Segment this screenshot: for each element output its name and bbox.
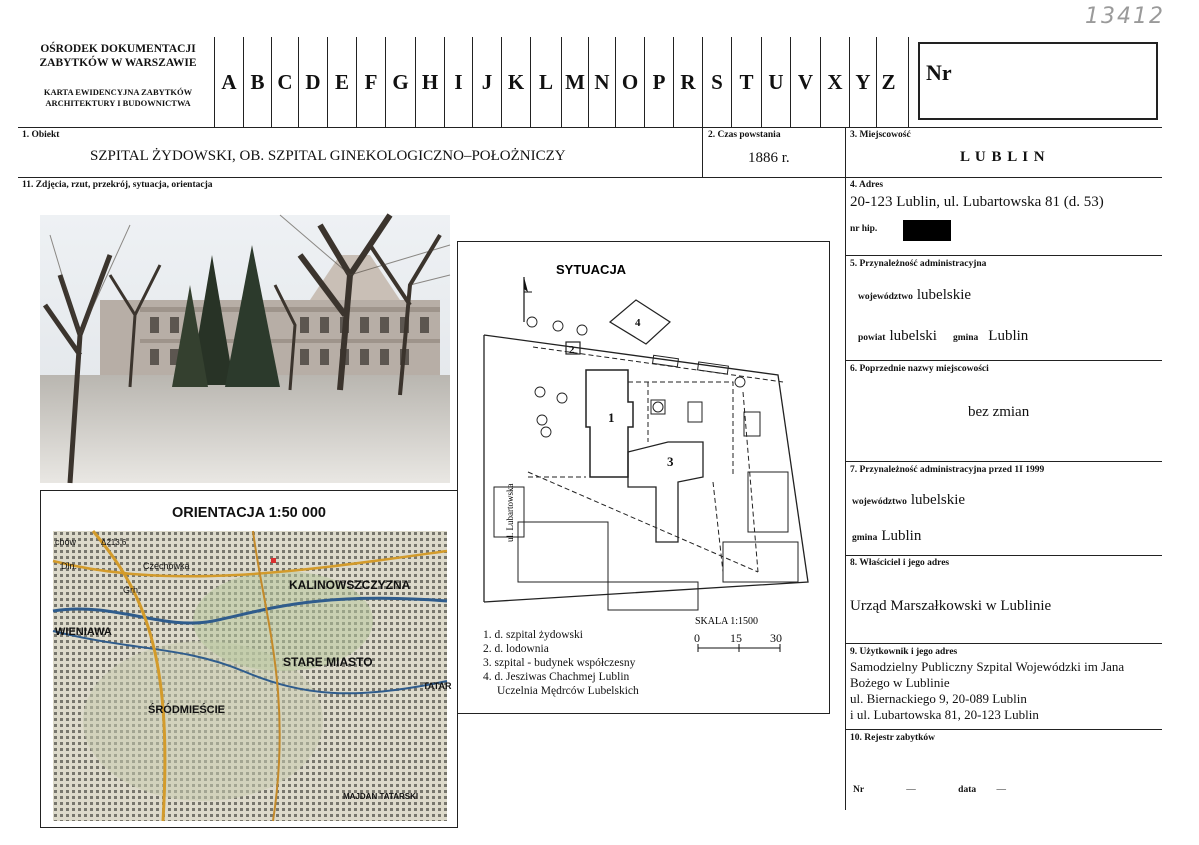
powiat-value: lubelski (889, 328, 937, 344)
scale-tick-15: 15 (730, 631, 742, 645)
category-letter-o: O (615, 37, 644, 127)
rejestr-nr-label: Nr (853, 785, 864, 795)
uzytkownik-value (850, 659, 1124, 723)
category-letter-g: G (385, 37, 415, 127)
uzytkownik-label: 9. Użytkownik i jego adres (850, 647, 958, 657)
building-photo (40, 215, 450, 483)
map-label-stare-miasto: STARE MIASTO (283, 655, 373, 669)
card-type-line-1: KARTA EWIDENCYJNA ZABYTKÓW (43, 87, 193, 97)
category-letter-v: V (790, 37, 820, 127)
category-letter-n: N (588, 37, 615, 127)
adres-value: 20-123 Lublin, ul. Lubartowska 81 (d. 53) (850, 194, 1104, 210)
category-letter-p: P (644, 37, 673, 127)
category-letters-row (214, 37, 900, 127)
miejscowosc-value: L U B L I N (960, 149, 1046, 165)
card-type-line-2: ARCHITEKTURY I BUDOWNICTWA (45, 98, 191, 108)
wlasciciel-label: 8. Właściciel i jego adres (850, 558, 950, 568)
situation-title: SYTUACJA (556, 262, 627, 277)
przynaleznosc-label: 5. Przynależność administracyjna (850, 259, 987, 269)
legend-item-1: 1. d. szpital żydowski (483, 629, 583, 641)
category-letter-c: C (271, 37, 298, 127)
map-label-kalinowszczyzna: KALINOWSZCZYZNA (289, 578, 411, 592)
gmina-1999-row (852, 527, 921, 545)
col-divider-czas (702, 127, 703, 177)
poprzednie-nazwy-label: 6. Poprzednie nazwy miejscowości (850, 364, 989, 374)
building-number-1: 1 (608, 410, 615, 425)
legend-item-4: 4. d. Jesziwas Chachmej Lublin (483, 671, 630, 683)
category-letter-t: T (731, 37, 761, 127)
wojewodztwo-row (858, 286, 971, 304)
category-letter-e: E (327, 37, 356, 127)
orientation-title: ORIENTACJA 1:50 000 (172, 505, 326, 521)
category-letter-j: J (472, 37, 501, 127)
przynaleznosc-1999-label: 7. Przynależność administracyjna przed 1I 1999 (850, 465, 1045, 475)
category-letter-b: B (243, 37, 271, 127)
divider-9 (845, 643, 1162, 644)
category-letter-y: Y (849, 37, 876, 127)
redacted-block (903, 220, 951, 241)
obiekt-label: 1. Obiekt (22, 130, 60, 140)
wojewodztwo-label: województwo (858, 292, 913, 302)
divider-6 (845, 360, 1162, 361)
map-label-grn: Grn. (123, 585, 141, 595)
zdjecia-label: 11. Zdjęcia, rzut, przekrój, sytuacja, orientacja (22, 180, 213, 190)
institution-line-1: OŚRODEK DOKUMENTACJI (40, 43, 196, 55)
wojewodztwo-1999-row (852, 491, 965, 509)
legend-item-2: 2. d. lodownia (483, 643, 549, 655)
category-letter-f: F (356, 37, 385, 127)
powiat-gmina-row (858, 327, 1028, 345)
wojewodztwo-1999-label: województwo (852, 497, 907, 507)
gmina-1999-value: Lublin (881, 528, 922, 544)
rejestr-row (853, 785, 1053, 795)
rejestr-nr-value: — (906, 785, 916, 795)
category-letter-x: X (820, 37, 849, 127)
rejestr-label: 10. Rejestr zabytków (850, 733, 936, 743)
building-number-2: 2 (569, 344, 575, 356)
legend-item-3: 3. szpital - budynek współczesny (483, 657, 636, 669)
uzytkownik-line-1: Samodzielny Publiczny Szpital Wojewódzki im Jana (850, 659, 1125, 674)
north-arrow-icon (524, 277, 532, 322)
wojewodztwo-1999-value: lubelskie (910, 492, 966, 508)
gmina-value: Lublin (988, 328, 1029, 344)
building-number-3: 3 (667, 454, 674, 469)
uzytkownik-line-3: ul. Biernackiego 9, 20-089 Lublin (850, 691, 1027, 706)
category-letter-k: K (501, 37, 530, 127)
orientation-map-panel (40, 490, 458, 828)
category-letter-r: R (673, 37, 702, 127)
poprzednie-nazwy-value: bez zmian (968, 404, 1030, 420)
map-label-srodmiescie: ŚRÓDMIEŚCIE (148, 704, 226, 716)
card-number-box (918, 42, 1158, 120)
map-label-tatar: TATAR (423, 681, 452, 691)
category-letter-i: I (444, 37, 472, 127)
card-type (22, 87, 214, 109)
czas-value: 1886 r. (748, 150, 790, 166)
category-letter-m: M (561, 37, 588, 127)
scale-tick-30: 30 (770, 631, 782, 645)
row1-divider (18, 177, 1162, 178)
col-divider-right (845, 127, 846, 810)
topographic-map (53, 531, 452, 821)
wlasciciel-value: Urząd Marszałkowski w Lublinie (850, 598, 1052, 614)
powiat-label: powiat (858, 333, 886, 343)
category-letter-d: D (298, 37, 327, 127)
nr-hip-label: nr hip. (850, 224, 878, 234)
czas-label: 2. Czas powstania (708, 130, 781, 140)
map-label-wieniawa: WIENIAWA (55, 626, 112, 638)
category-letter-u: U (761, 37, 790, 127)
map-label-height-point: Δ213.6 (101, 538, 127, 547)
rejestr-data-label: data (958, 785, 977, 795)
situation-legend (483, 628, 639, 698)
gmina-label: gmina (952, 333, 979, 343)
map-label-chow: chów (55, 537, 77, 547)
header-divider (18, 127, 1162, 128)
rejestr-data-value: — (996, 785, 1006, 795)
category-letter-l: L (530, 37, 561, 127)
letters-right-border (908, 37, 909, 127)
institution-line-2: ZABYTKÓW W WARSZAWIE (39, 57, 197, 69)
divider-5 (845, 255, 1162, 256)
card-number-label: Nr (926, 60, 952, 85)
institution-name (22, 42, 214, 70)
divider-8 (845, 555, 1162, 556)
adres-label: 4. Adres (850, 180, 884, 190)
map-label-czechowka: Czechówka (143, 561, 190, 571)
scale-bar (698, 644, 780, 652)
scale-label: SKALA 1:1500 (695, 616, 759, 627)
legend-item-4-continued: Uczelnia Mędrców Lubelskich (497, 685, 639, 697)
map-label-majdan-tatarski: MAJDAN TATARSKI (343, 792, 419, 801)
uzytkownik-line-4: i ul. Lubartowska 81, 20-123 Lublin (850, 707, 1039, 722)
uzytkownik-line-2: Bożego w Lublinie (850, 675, 950, 690)
map-label-dln: Dln. (61, 561, 78, 571)
divider-10 (845, 729, 1162, 730)
obiekt-value: SZPITAL ŻYDOWSKI, OB. SZPITAL GINEKOLOGICZNO–POŁOŻNICZY (90, 148, 566, 164)
divider-7 (845, 461, 1162, 462)
category-letter-z: Z (876, 37, 900, 127)
street-label: ul. Lubartowska (505, 483, 515, 542)
category-letter-h: H (415, 37, 444, 127)
scale-tick-0: 0 (694, 631, 700, 645)
gmina-1999-label: gmina (852, 533, 878, 543)
category-letter-a: A (214, 37, 243, 127)
miejscowosc-label: 3. Miejscowość (850, 130, 911, 140)
handwritten-card-number: 13412 (1085, 4, 1165, 29)
category-letter-s: S (702, 37, 731, 127)
building-number-4: 4 (635, 317, 641, 329)
wojewodztwo-value: lubelskie (916, 287, 972, 303)
